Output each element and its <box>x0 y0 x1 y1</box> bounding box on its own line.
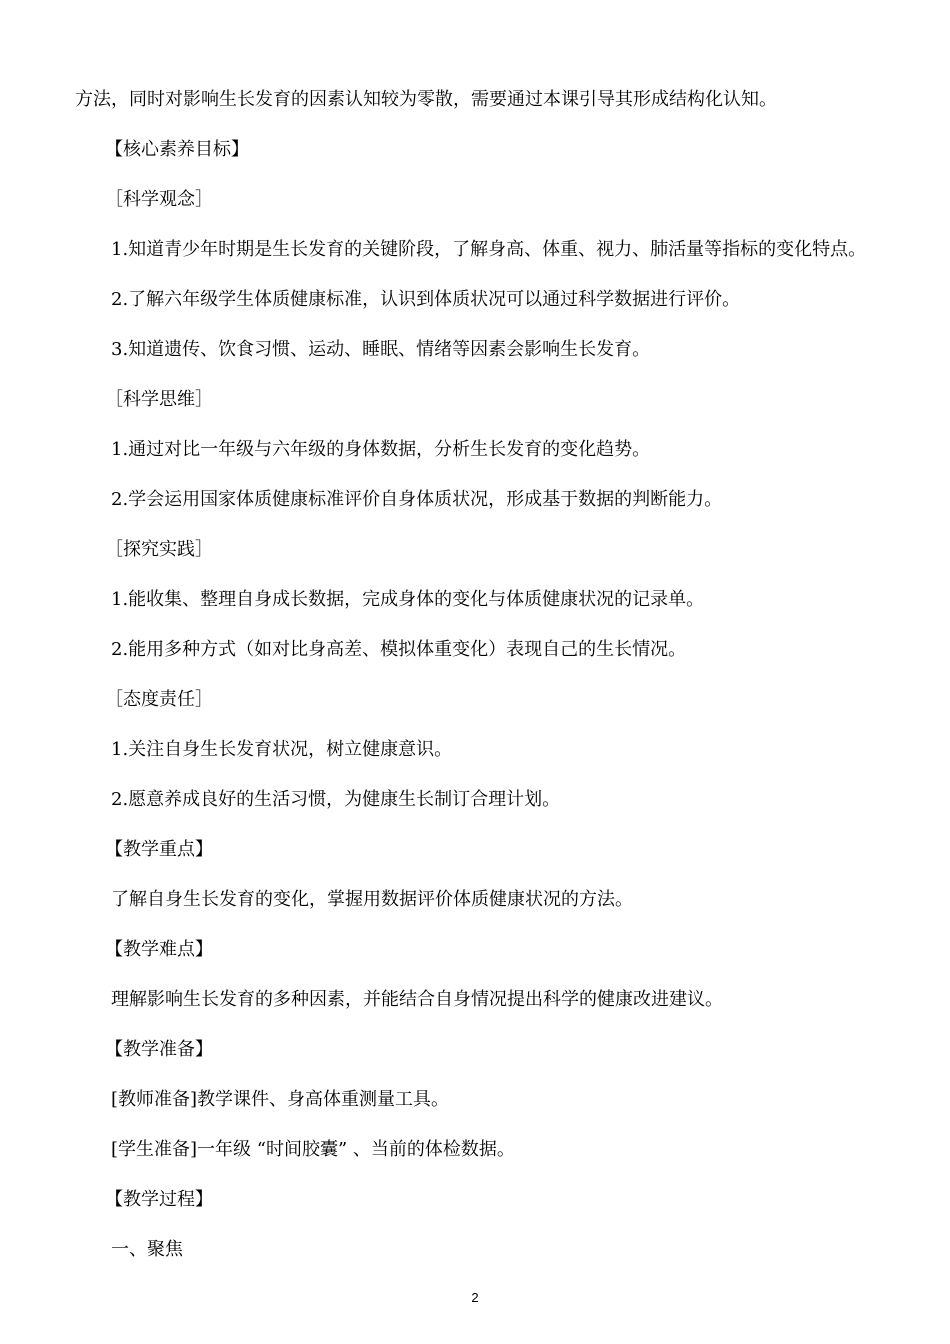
section-heading-core-goals: 【核心素养目标】 <box>105 139 249 160</box>
subheading-science-thinking: ［科学思维］ <box>105 389 213 410</box>
list-item: 2.愿意养成良好的生活习惯，为健康生长制订合理计划。 <box>111 789 561 810</box>
page-number: 2 <box>471 1290 479 1305</box>
section-heading-process: 【教学过程】 <box>105 1189 213 1210</box>
subheading-attitude-responsibility: ［态度责任］ <box>105 689 213 710</box>
section-heading-difficulties: 【教学难点】 <box>105 939 213 960</box>
step-heading-focus: 一、聚焦 <box>111 1239 183 1260</box>
list-item: 2.能用多种方式（如对比身高差、模拟体重变化）表现自己的生长情况。 <box>111 639 687 660</box>
list-item: 2.学会运用国家体质健康标准评价自身体质状况，形成基于数据的判断能力。 <box>111 489 723 510</box>
section-heading-preparation: 【教学准备】 <box>105 1039 213 1060</box>
paragraph-continuation: 方法，同时对影响生长发育的因素认知较为零散，需要通过本课引导其形成结构化认知。 <box>75 89 777 110</box>
list-item: 1.知道青少年时期是生长发育的关键阶段，了解身高、体重、视力、肺活量等指标的变化特点。 <box>111 239 867 260</box>
subheading-science-concept: ［科学观念］ <box>105 189 213 210</box>
list-item: 3.知道遗传、饮食习惯、运动、睡眠、情绪等因素会影响生长发育。 <box>111 339 651 360</box>
paragraph-student-prep: [学生准备]一年级 “时间胶囊” 、当前的体检数据。 <box>111 1139 515 1160</box>
list-item: 1.通过对比一年级与六年级的身体数据，分析生长发育的变化趋势。 <box>111 439 651 460</box>
section-heading-key-points: 【教学重点】 <box>105 839 213 860</box>
list-item: 2.了解六年级学生体质健康标准，认识到体质状况可以通过科学数据进行评价。 <box>111 289 741 310</box>
paragraph-teacher-prep: [教师准备]教学课件、身高体重测量工具。 <box>111 1089 450 1110</box>
subheading-inquiry-practice: ［探究实践］ <box>105 539 213 560</box>
list-item: 1.能收集、整理自身成长数据，完成身体的变化与体质健康状况的记录单。 <box>111 589 705 610</box>
paragraph: 理解影响生长发育的多种因素，并能结合自身情况提出科学的健康改进建议。 <box>111 989 723 1010</box>
paragraph: 了解自身生长发育的变化，掌握用数据评价体质健康状况的方法。 <box>111 889 633 910</box>
list-item: 1.关注自身生长发育状况，树立健康意识。 <box>111 739 453 760</box>
